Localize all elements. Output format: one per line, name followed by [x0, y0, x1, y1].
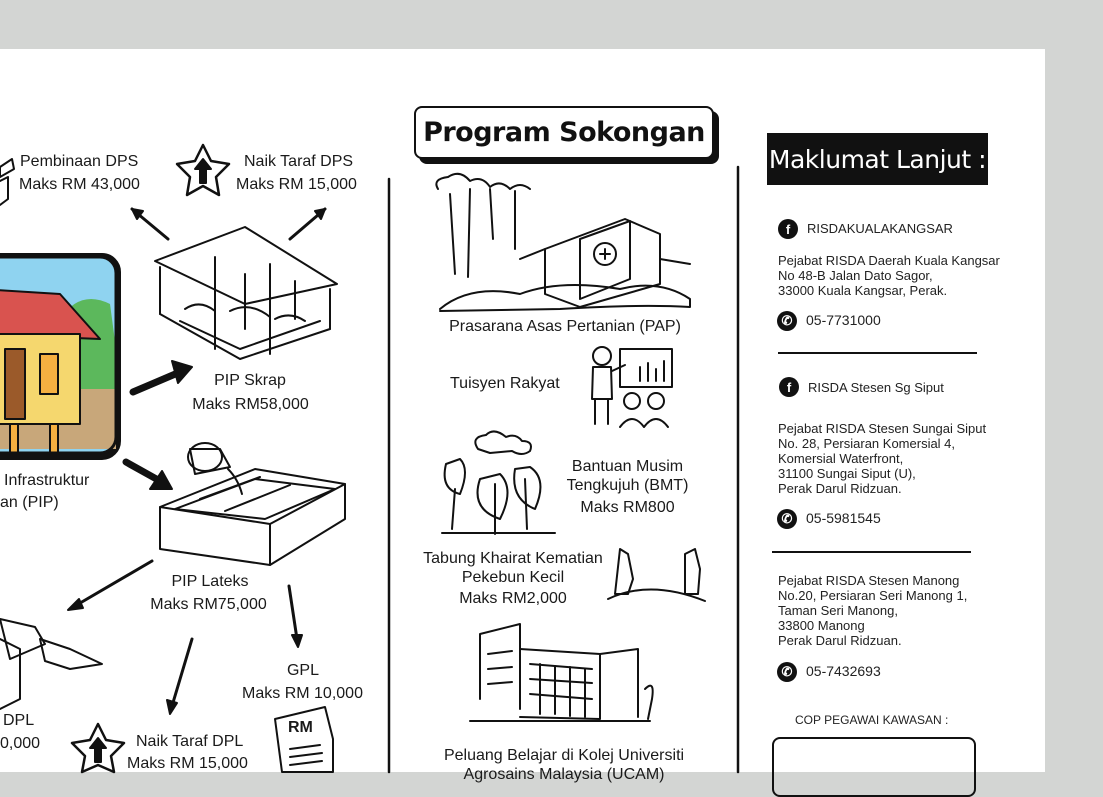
dpl-name: DPL — [3, 712, 35, 729]
divider-1 — [778, 352, 977, 354]
office1-address-line3: 33000 Kuala Kangsar, Perak. — [778, 283, 948, 298]
office1-address-line1: Pejabat RISDA Daerah Kuala Kangsar — [778, 253, 1000, 268]
pip-caption-line2: an (PIP) — [0, 494, 59, 511]
office3-address-line1: Pejabat RISDA Stesen Manong — [778, 573, 960, 588]
tuition-illustration — [592, 347, 672, 427]
grave-illustration — [608, 549, 705, 601]
tabung-line2: Pekebun Kecil — [461, 569, 565, 586]
office2-address-line1: Pejabat RISDA Stesen Sungai Siput — [778, 421, 987, 436]
cop-label: COP PEGAWAI KAWASAN : — [795, 713, 949, 727]
latex-tray-illustration — [160, 443, 345, 565]
gpl-amount: Maks RM 10,000 — [242, 685, 363, 702]
facebook-page-2[interactable]: RISDA Stesen Sg Siput — [808, 380, 944, 395]
pip-lateks-name: PIP Lateks — [171, 573, 249, 590]
bmt-amount: Maks RM800 — [580, 499, 675, 516]
program-sokongan-title-box — [414, 106, 714, 159]
pip-skrap-name: PIP Skrap — [214, 372, 286, 389]
facebook-icon[interactable]: f — [778, 219, 798, 239]
naik-taraf-dpl-name: Naik Taraf DPL — [136, 733, 244, 750]
pip-caption-line1: Infrastruktur — [4, 472, 90, 489]
phone-icon-2[interactable]: ✆ — [777, 509, 797, 529]
pembinaan-dps-name: Pembinaan DPS — [20, 153, 139, 170]
pip-skrap-amount: Maks RM58,000 — [192, 396, 309, 413]
college-illustration — [470, 624, 653, 721]
cop-stamp-box — [772, 737, 976, 797]
pip-lateks-amount: Maks RM75,000 — [150, 596, 267, 613]
facebook-icon-2[interactable]: f — [779, 377, 799, 397]
bmt-illustration — [442, 431, 555, 534]
kolej-line2: Agrosains Malaysia (UCAM) — [463, 766, 665, 783]
upgrade-star-icon-2 — [72, 724, 124, 772]
pap-label: Prasarana Asas Pertanian (PAP) — [449, 318, 681, 335]
page-title: Program Sokongan — [423, 117, 705, 148]
office3-phone[interactable]: 05-7432693 — [806, 663, 881, 679]
office2-address-line4: 31100 Sungai Siput (U), — [778, 466, 916, 481]
gpl-name: GPL — [286, 662, 319, 679]
dpl-amount: 0,000 — [0, 735, 41, 752]
office1-address-line2: No 48-B Jalan Dato Sagor, — [778, 268, 933, 283]
kolej-line1: Peluang Belajar di Kolej Universiti — [443, 747, 685, 764]
pap-illustration — [436, 174, 690, 311]
tabung-line1: Tabung Khairat Kematian — [423, 550, 603, 567]
naik-taraf-dps-name: Naik Taraf DPS — [244, 153, 354, 170]
office3-address-line5: Perak Darul Ridzuan. — [778, 633, 902, 648]
bmt-line2: Tengkujuh (BMT) — [566, 477, 689, 494]
office3-address-line4: 33800 Manong — [778, 618, 865, 633]
naik-taraf-dpl-amount: Maks RM 15,000 — [127, 755, 248, 772]
office2-address-line5: Perak Darul Ridzuan. — [778, 481, 902, 496]
office3-address-line2: No.20, Persiaran Seri Manong 1, — [778, 588, 968, 603]
phone-icon-3[interactable]: ✆ — [777, 662, 797, 682]
phone-icon[interactable]: ✆ — [777, 311, 797, 331]
scene-frame — [0, 254, 120, 459]
trowel-illustration — [0, 619, 102, 709]
office2-address-line2: No. 28, Persiaran Komersial 4, — [778, 436, 956, 451]
upgrade-star-icon — [177, 145, 229, 195]
facebook-page-1[interactable]: RISDAKUALAKANGSAR — [807, 221, 953, 236]
shed-illustration — [155, 227, 337, 359]
maklumat-lanjut-heading — [767, 133, 988, 185]
office3-address-line3: Taman Seri Manong, — [778, 603, 898, 618]
rm-document-icon — [275, 707, 333, 772]
tuisyen-label: Tuisyen Rakyat — [450, 375, 560, 392]
pembinaan-dps-amount: Maks RM 43,000 — [19, 176, 140, 193]
naik-taraf-dps-amount: Maks RM 15,000 — [236, 176, 357, 193]
office2-address-line3: Komersial Waterfront, — [778, 451, 904, 466]
bmt-line1: Bantuan Musim — [571, 458, 684, 475]
building-icon — [0, 159, 14, 205]
rm-document-label: RM — [288, 719, 313, 736]
office2-phone[interactable]: 05-5981545 — [806, 510, 881, 526]
maklumat-lanjut-text: Maklumat Lanjut : — [768, 144, 987, 174]
divider-2 — [772, 551, 971, 553]
office1-phone[interactable]: 05-7731000 — [806, 312, 881, 328]
tabung-amount: Maks RM2,000 — [459, 590, 567, 607]
brochure-sheet — [0, 49, 1045, 783]
